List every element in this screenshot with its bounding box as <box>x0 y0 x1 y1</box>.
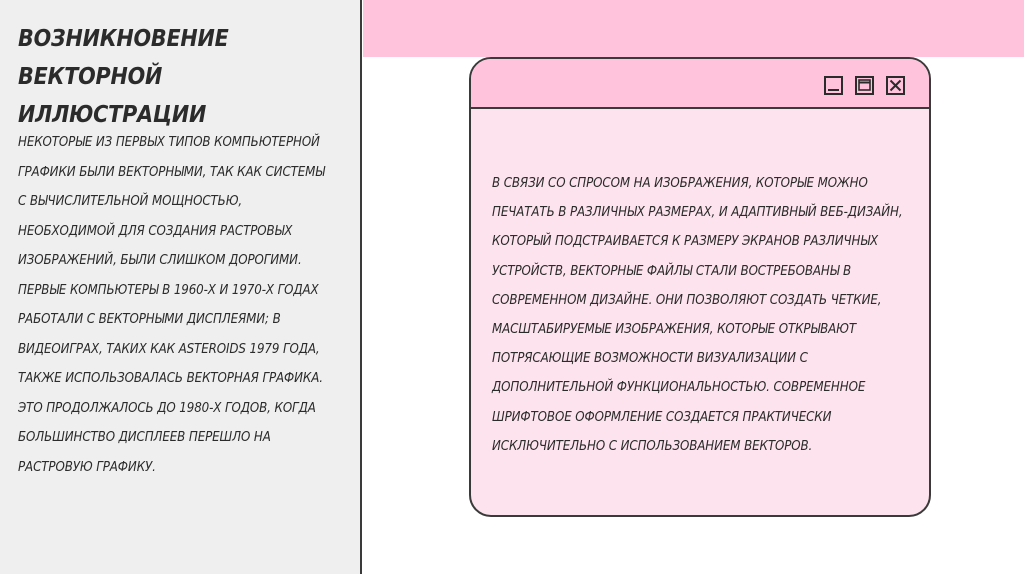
window-titlebar[interactable] <box>471 59 929 109</box>
slide-title: ВОЗНИКНОВЕНИЕ ВЕКТОРНОЙ ИЛЛЮСТРАЦИИ <box>18 26 229 128</box>
minimize-button[interactable] <box>824 76 843 95</box>
maximize-icon <box>857 78 872 93</box>
top-accent-band <box>363 0 1024 57</box>
window-body-text: В СВЯЗИ СО СПРОСОМ НА ИЗОБРАЖЕНИЯ, КОТОРЫЕ МОЖНО ПЕЧАТАТЬ В РАЗЛИЧНЫХ РАЗМЕРАХ, И АДАПТИВНЫЙ ВЕБ-ДИЗАЙН, КОТОРЫЙ ПОДСТРАИВАЕТСЯ К РАЗМЕРУ ЭКРАНОВ РАЗЛИЧНЫХ УСТРОЙСТВ, ВЕКТОРНЫЕ ФАЙЛЫ СТАЛИ ВОСТРЕБОВАНЫ В СОВРЕМЕННОМ ДИЗАЙНЕ. ОНИ ПОЗВОЛЯЮТ СОЗДАТЬ ЧЕТКИЕ, МАСШТАБИРУЕМЫЕ ИЗОБРАЖЕНИЯ, КОТОРЫЕ ОТКРЫВАЮТ ПОТРЯСАЮЩИЕ ВОЗМОЖНОСТИ ВИЗУАЛИЗАЦИИ С ДОПОЛНИТЕЛЬНОЙ ФУНКЦИОНАЛЬНОСТЬЮ. СОВРЕМЕННОЕ ШРИФТОВОЕ ОФОРМЛЕНИЕ СОЗДАЕТСЯ ПРАКТИЧЕСКИ ИСКЛЮЧИТЕЛЬНО С ИСПОЛЬЗОВАНИЕМ ВЕКТОРОВ. <box>492 176 903 454</box>
left-panel <box>0 0 362 574</box>
close-button[interactable] <box>886 76 905 95</box>
left-body-text: НЕКОТОРЫЕ ИЗ ПЕРВЫХ ТИПОВ КОМПЬЮТЕРНОЙ ГРАФИКИ БЫЛИ ВЕКТОРНЫМИ, ТАК КАК СИСТЕМЫ С ВЫЧИСЛИТЕЛЬНОЙ МОЩНОСТЬЮ, НЕОБХОДИМОЙ ДЛЯ СОЗДАНИЯ РАСТРОВЫХ ИЗОБРАЖЕНИЙ, БЫЛИ СЛИШКОМ ДОРОГИМИ. ПЕРВЫЕ КОМПЬЮТЕРЫ В 1960-Х И 1970-Х ГОДАХ РАБОТАЛИ С ВЕКТОРНЫМИ ДИСПЛЕЯМИ; В ВИДЕОИГРАХ, ТАКИХ КАК ASTEROIDS 1979 ГОДА, ТАКЖЕ ИСПОЛЬЗОВАЛАСЬ ВЕКТОРНАЯ ГРАФИКА. ЭТО ПРОДОЛЖАЛОСЬ ДО 1980-Х ГОДОВ, КОГДА БОЛЬШИНСТВО ДИСПЛЕЕВ ПЕРЕШЛО НА РАСТРОВУЮ ГРАФИКУ. <box>18 135 325 475</box>
window-frame <box>469 57 931 517</box>
close-icon <box>888 78 903 93</box>
maximize-button[interactable] <box>855 76 874 95</box>
minimize-icon <box>826 78 841 93</box>
